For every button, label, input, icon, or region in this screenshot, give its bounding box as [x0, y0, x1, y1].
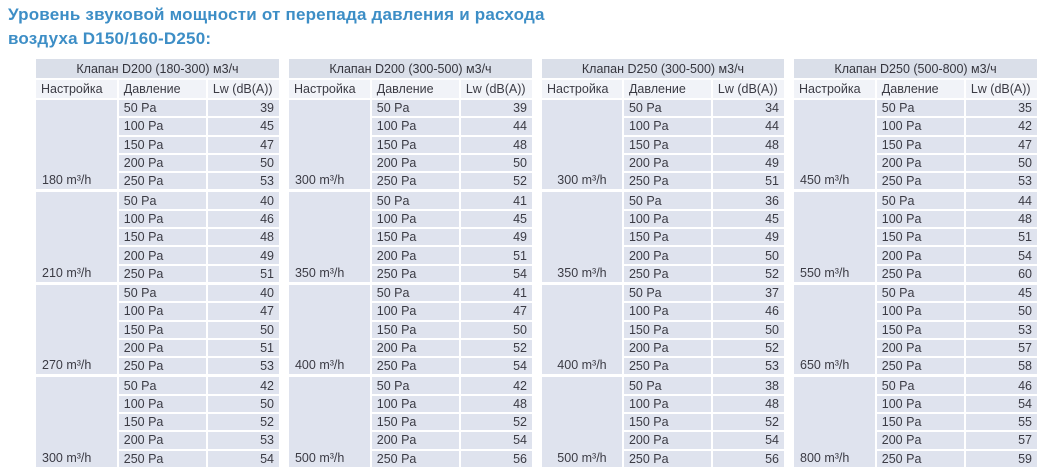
table-row — [289, 376, 532, 393]
lw-value-cell: 42 — [461, 376, 532, 393]
pressure-cell: 100 Pa — [877, 396, 964, 412]
page-title-line-1: Уровень звуковой мощности от перепада давления и расхода — [8, 5, 545, 24]
pressure-cell: 100 Pa — [624, 396, 711, 412]
lw-value-cell: 52 — [461, 173, 532, 189]
lw-value-cell: 48 — [713, 396, 784, 412]
pressure-cell: 50 Pa — [119, 284, 206, 301]
lw-value-cell: 50 — [208, 322, 279, 338]
pressure-cell: 100 Pa — [624, 303, 711, 319]
lw-value-cell: 53 — [966, 173, 1037, 189]
pressure-cell: 50 Pa — [877, 284, 964, 301]
lw-value-cell: 51 — [208, 340, 279, 356]
pressure-cell: 250 Pa — [877, 173, 964, 189]
setting-cell: 270 m³/h — [36, 284, 117, 374]
col-header-lw: Lw (dB(A)) — [461, 80, 532, 98]
pressure-cell: 150 Pa — [624, 322, 711, 338]
lw-value-cell: 36 — [713, 191, 784, 208]
lw-value-cell: 49 — [208, 247, 279, 263]
pressure-cell: 250 Pa — [372, 451, 459, 467]
col-header-pressure: Давление — [119, 80, 206, 98]
pressure-cell: 250 Pa — [119, 358, 206, 374]
pressure-cell: 250 Pa — [877, 266, 964, 282]
lw-value-cell: 41 — [461, 191, 532, 208]
lw-value-cell: 50 — [208, 396, 279, 412]
valve-table-3 — [540, 57, 786, 469]
lw-value-cell: 52 — [713, 340, 784, 356]
lw-value-cell: 35 — [966, 100, 1037, 116]
setting-cell: 650 m³/h — [794, 284, 875, 374]
lw-value-cell: 45 — [208, 118, 279, 134]
pressure-cell: 50 Pa — [877, 376, 964, 393]
column-header-row — [36, 80, 279, 98]
pressure-cell: 150 Pa — [119, 137, 206, 153]
setting-cell: 400 m³/h — [542, 284, 622, 374]
table-row — [794, 100, 1037, 116]
lw-value-cell: 53 — [208, 432, 279, 448]
lw-value-cell: 48 — [713, 137, 784, 153]
lw-value-cell: 54 — [966, 396, 1037, 412]
lw-value-cell: 48 — [461, 396, 532, 412]
lw-value-cell: 45 — [461, 211, 532, 227]
col-header-setting: Настройка — [36, 80, 117, 98]
pressure-cell: 50 Pa — [624, 100, 711, 116]
pressure-cell: 200 Pa — [119, 155, 206, 171]
lw-value-cell: 50 — [966, 303, 1037, 319]
setting-cell: 180 m³/h — [36, 100, 117, 189]
lw-value-cell: 47 — [208, 303, 279, 319]
lw-value-cell: 39 — [208, 100, 279, 116]
table-title: Клапан D250 (500-800) м3/ч — [794, 59, 1037, 78]
pressure-cell: 250 Pa — [877, 358, 964, 374]
lw-value-cell: 44 — [713, 118, 784, 134]
lw-value-cell: 51 — [208, 266, 279, 282]
lw-value-cell: 42 — [966, 118, 1037, 134]
pressure-cell: 150 Pa — [372, 137, 459, 153]
pressure-cell: 250 Pa — [119, 266, 206, 282]
lw-value-cell: 38 — [713, 376, 784, 393]
col-header-lw: Lw (dB(A)) — [966, 80, 1037, 98]
table-row — [36, 100, 279, 116]
table-row — [794, 191, 1037, 208]
lw-value-cell: 54 — [461, 358, 532, 374]
pressure-cell: 150 Pa — [119, 414, 206, 430]
lw-value-cell: 34 — [713, 100, 784, 116]
table-row — [542, 284, 784, 301]
pressure-cell: 150 Pa — [372, 229, 459, 245]
pressure-cell: 50 Pa — [372, 191, 459, 208]
lw-value-cell: 56 — [713, 451, 784, 467]
pressure-cell: 50 Pa — [119, 376, 206, 393]
col-header-pressure: Давление — [877, 80, 964, 98]
col-header-setting: Настройка — [289, 80, 370, 98]
lw-value-cell: 44 — [461, 118, 532, 134]
lw-value-cell: 37 — [713, 284, 784, 301]
pressure-cell: 150 Pa — [624, 137, 711, 153]
table-row — [542, 100, 784, 116]
pressure-cell: 50 Pa — [119, 191, 206, 208]
pressure-cell: 100 Pa — [624, 211, 711, 227]
lw-value-cell: 55 — [966, 414, 1037, 430]
pressure-cell: 200 Pa — [877, 155, 964, 171]
pressure-cell: 250 Pa — [624, 451, 711, 467]
pressure-cell: 200 Pa — [624, 247, 711, 263]
table-title-row — [289, 59, 532, 78]
setting-cell: 500 m³/h — [542, 376, 622, 466]
lw-value-cell: 57 — [966, 432, 1037, 448]
pressure-cell: 150 Pa — [877, 137, 964, 153]
table-row — [36, 376, 279, 393]
lw-value-cell: 51 — [966, 229, 1037, 245]
pressure-cell: 150 Pa — [624, 229, 711, 245]
pressure-cell: 50 Pa — [119, 100, 206, 116]
table-title: Клапан D200 (300-500) м3/ч — [289, 59, 532, 78]
lw-value-cell: 49 — [461, 229, 532, 245]
lw-value-cell: 48 — [966, 211, 1037, 227]
pressure-cell: 250 Pa — [372, 266, 459, 282]
column-header-row — [794, 80, 1037, 98]
pressure-cell: 50 Pa — [624, 376, 711, 393]
table-title-row — [542, 59, 784, 78]
pressure-cell: 50 Pa — [372, 376, 459, 393]
lw-value-cell: 41 — [461, 284, 532, 301]
lw-value-cell: 54 — [966, 247, 1037, 263]
table-row — [36, 191, 279, 208]
pressure-cell: 200 Pa — [119, 340, 206, 356]
lw-value-cell: 39 — [461, 100, 532, 116]
pressure-cell: 250 Pa — [119, 451, 206, 467]
pressure-cell: 50 Pa — [877, 100, 964, 116]
lw-value-cell: 50 — [208, 155, 279, 171]
lw-value-cell: 50 — [461, 322, 532, 338]
lw-value-cell: 52 — [713, 414, 784, 430]
pressure-cell: 250 Pa — [119, 173, 206, 189]
col-header-lw: Lw (dB(A)) — [208, 80, 279, 98]
col-header-pressure: Давление — [624, 80, 711, 98]
pressure-cell: 50 Pa — [372, 284, 459, 301]
lw-value-cell: 46 — [208, 211, 279, 227]
col-header-pressure: Давление — [372, 80, 459, 98]
pressure-cell: 100 Pa — [372, 211, 459, 227]
lw-value-cell: 44 — [966, 191, 1037, 208]
lw-value-cell: 45 — [713, 211, 784, 227]
table-row — [289, 100, 532, 116]
lw-value-cell: 54 — [208, 451, 279, 467]
lw-value-cell: 42 — [208, 376, 279, 393]
pressure-cell: 100 Pa — [372, 396, 459, 412]
pressure-cell: 250 Pa — [877, 451, 964, 467]
valve-tables — [34, 57, 1039, 469]
lw-value-cell: 52 — [713, 266, 784, 282]
pressure-cell: 150 Pa — [372, 322, 459, 338]
pressure-cell: 150 Pa — [877, 414, 964, 430]
lw-value-cell: 47 — [966, 137, 1037, 153]
pressure-cell: 50 Pa — [877, 191, 964, 208]
table-row — [794, 284, 1037, 301]
pressure-cell: 200 Pa — [372, 432, 459, 448]
lw-value-cell: 46 — [966, 376, 1037, 393]
col-header-setting: Настройка — [542, 80, 622, 98]
pressure-cell: 100 Pa — [877, 303, 964, 319]
lw-value-cell: 51 — [461, 247, 532, 263]
pressure-cell: 100 Pa — [877, 211, 964, 227]
pressure-cell: 200 Pa — [877, 432, 964, 448]
setting-cell: 400 m³/h — [289, 284, 370, 374]
pressure-cell: 200 Pa — [624, 155, 711, 171]
lw-value-cell: 54 — [461, 266, 532, 282]
pressure-cell: 150 Pa — [877, 322, 964, 338]
column-header-row — [542, 80, 784, 98]
lw-value-cell: 53 — [208, 358, 279, 374]
lw-value-cell: 48 — [208, 229, 279, 245]
lw-value-cell: 40 — [208, 284, 279, 301]
pressure-cell: 200 Pa — [877, 340, 964, 356]
pressure-cell: 250 Pa — [624, 358, 711, 374]
setting-cell: 210 m³/h — [36, 191, 117, 281]
lw-value-cell: 53 — [208, 173, 279, 189]
pressure-cell: 100 Pa — [119, 118, 206, 134]
table-title: Клапан D200 (180-300) м3/ч — [36, 59, 279, 78]
setting-cell: 300 m³/h — [289, 100, 370, 189]
pressure-cell: 250 Pa — [372, 358, 459, 374]
pressure-cell: 250 Pa — [624, 266, 711, 282]
valve-table-4 — [792, 57, 1039, 469]
lw-value-cell: 45 — [966, 284, 1037, 301]
valve-table-2 — [287, 57, 534, 469]
table-row — [794, 376, 1037, 393]
pressure-cell: 100 Pa — [624, 118, 711, 134]
pressure-cell: 200 Pa — [119, 432, 206, 448]
pressure-cell: 100 Pa — [119, 396, 206, 412]
pressure-cell: 200 Pa — [372, 247, 459, 263]
lw-value-cell: 47 — [208, 137, 279, 153]
table-row — [289, 284, 532, 301]
pressure-cell: 150 Pa — [877, 229, 964, 245]
col-header-lw: Lw (dB(A)) — [713, 80, 784, 98]
lw-value-cell: 53 — [966, 322, 1037, 338]
setting-cell: 350 m³/h — [542, 191, 622, 281]
lw-value-cell: 46 — [713, 303, 784, 319]
lw-value-cell: 58 — [966, 358, 1037, 374]
page-title-line-2: воздуха D150/160-D250: — [8, 29, 212, 48]
pressure-cell: 250 Pa — [372, 173, 459, 189]
pressure-cell: 50 Pa — [624, 191, 711, 208]
lw-value-cell: 47 — [461, 303, 532, 319]
lw-value-cell: 52 — [461, 414, 532, 430]
lw-value-cell: 56 — [461, 451, 532, 467]
lw-value-cell: 59 — [966, 451, 1037, 467]
pressure-cell: 200 Pa — [624, 432, 711, 448]
pressure-cell: 150 Pa — [119, 229, 206, 245]
pressure-cell: 150 Pa — [372, 414, 459, 430]
pressure-cell: 200 Pa — [119, 247, 206, 263]
table-title: Клапан D250 (300-500) м3/ч — [542, 59, 784, 78]
pressure-cell: 100 Pa — [119, 303, 206, 319]
lw-value-cell: 60 — [966, 266, 1037, 282]
pressure-cell: 100 Pa — [877, 118, 964, 134]
lw-value-cell: 50 — [713, 322, 784, 338]
pressure-cell: 100 Pa — [119, 211, 206, 227]
lw-value-cell: 52 — [461, 340, 532, 356]
lw-value-cell: 49 — [713, 155, 784, 171]
setting-cell: 550 m³/h — [794, 191, 875, 281]
lw-value-cell: 53 — [713, 358, 784, 374]
pressure-cell: 250 Pa — [624, 173, 711, 189]
table-row — [289, 191, 532, 208]
setting-cell: 300 m³/h — [36, 376, 117, 466]
table-title-row — [36, 59, 279, 78]
pressure-cell: 100 Pa — [372, 118, 459, 134]
pressure-cell: 200 Pa — [877, 247, 964, 263]
valve-table-1 — [34, 57, 281, 469]
lw-value-cell: 49 — [713, 229, 784, 245]
setting-cell: 450 m³/h — [794, 100, 875, 189]
table-row — [542, 191, 784, 208]
pressure-cell: 200 Pa — [624, 340, 711, 356]
setting-cell: 350 m³/h — [289, 191, 370, 281]
lw-value-cell: 51 — [713, 173, 784, 189]
lw-value-cell: 50 — [713, 247, 784, 263]
table-row — [36, 284, 279, 301]
table-title-row — [794, 59, 1037, 78]
lw-value-cell: 57 — [966, 340, 1037, 356]
lw-value-cell: 54 — [713, 432, 784, 448]
lw-value-cell: 52 — [208, 414, 279, 430]
pressure-cell: 50 Pa — [372, 100, 459, 116]
pressure-cell: 200 Pa — [372, 340, 459, 356]
page-title — [8, 3, 545, 51]
col-header-setting: Настройка — [794, 80, 875, 98]
lw-value-cell: 50 — [461, 155, 532, 171]
lw-value-cell: 50 — [966, 155, 1037, 171]
pressure-cell: 150 Pa — [119, 322, 206, 338]
setting-cell: 500 m³/h — [289, 376, 370, 466]
lw-value-cell: 54 — [461, 432, 532, 448]
pressure-cell: 200 Pa — [372, 155, 459, 171]
setting-cell: 300 m³/h — [542, 100, 622, 189]
pressure-cell: 100 Pa — [372, 303, 459, 319]
pressure-cell: 150 Pa — [624, 414, 711, 430]
lw-value-cell: 48 — [461, 137, 532, 153]
pressure-cell: 50 Pa — [624, 284, 711, 301]
setting-cell: 800 m³/h — [794, 376, 875, 466]
column-header-row — [289, 80, 532, 98]
lw-value-cell: 40 — [208, 191, 279, 208]
table-row — [542, 376, 784, 393]
